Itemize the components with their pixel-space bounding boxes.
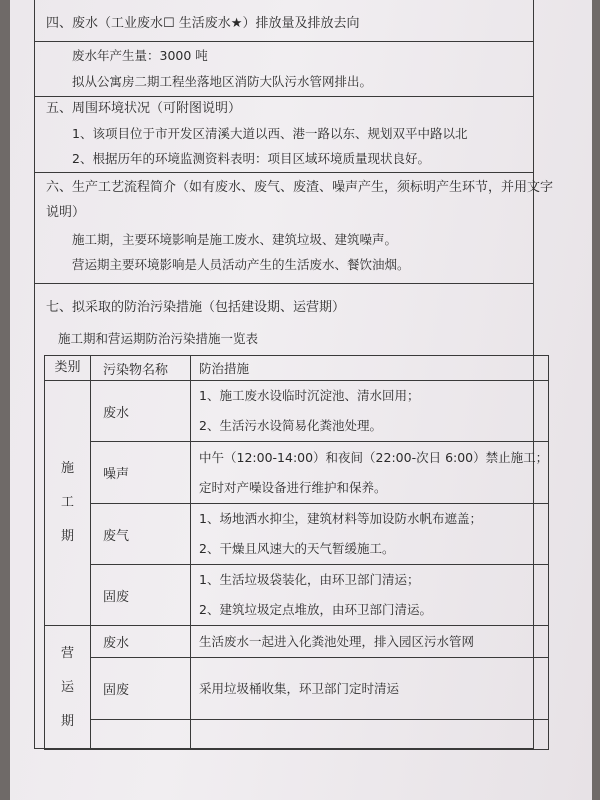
divider xyxy=(34,96,534,97)
table-row xyxy=(45,504,549,565)
section-5-heading: 五、周围环境状况（可附图说明） xyxy=(46,101,242,116)
measure-cell xyxy=(191,720,549,750)
measure-cell: 1、施工废水设临时沉淀池、清水回用； 2、生活污水设简易化粪池处理。 xyxy=(191,381,549,442)
table-row xyxy=(45,381,549,442)
category-construction: 施 工 期 xyxy=(45,381,91,626)
category-operation: 营 运 期 xyxy=(45,626,91,750)
section-6-line-2: 营运期主要环境影响是人员活动产生的生活废水、餐饮油烟。 xyxy=(72,257,410,272)
measure-cell: 1、场地洒水抑尘，建筑材料等加设防水帆布遮盖； 2、干燥且风速大的天气暂缓施工。 xyxy=(191,504,549,565)
section-5-line-1: 1、该项目位于市开发区清溪大道以西、港一路以东、规划双平中路以北 xyxy=(72,126,468,141)
table-row xyxy=(45,442,549,504)
section-6-heading: 六、生产工艺流程简介（如有废水、废气、废渣、噪声产生，须标明产生环节，并用文字 xyxy=(46,180,554,195)
measure-cell: 生活废水一起进入化粪池处理，排入园区污水管网 xyxy=(191,626,549,658)
divider xyxy=(34,172,534,173)
table-title: 施工期和营运期防治污染措施一览表 xyxy=(58,331,259,346)
section-7-heading: 七、拟采取的防治污染措施（包括建设期、运营期） xyxy=(46,300,346,315)
table-row xyxy=(45,720,549,750)
document-page xyxy=(10,0,592,800)
table-row xyxy=(45,565,549,626)
table-row xyxy=(45,658,549,720)
section-6-heading-cont: 说明） xyxy=(46,205,86,220)
pollutant-name: 废水 xyxy=(91,381,191,442)
header-category: 类别 xyxy=(45,356,91,381)
pollution-measures-table xyxy=(44,355,549,750)
section-4-line-1: 废水年产生量：3000 吨 xyxy=(72,48,208,63)
pollutant-name: 固废 xyxy=(91,658,191,720)
header-pollutant: 污染物名称 xyxy=(91,356,191,381)
table-row xyxy=(45,626,549,658)
pollutant-name: 固废 xyxy=(91,565,191,626)
divider xyxy=(34,41,534,42)
divider xyxy=(34,283,534,284)
section-4-heading: 四、废水（工业废水☐ 生活废水★）排放量及排放去向 xyxy=(46,16,360,31)
pollutant-name: 废水 xyxy=(91,626,191,658)
section-6-line-1: 施工期，主要环境影响是施工废水、建筑垃圾、建筑噪声。 xyxy=(72,232,398,247)
pollutant-name: 废气 xyxy=(91,504,191,565)
header-measures: 防治措施 xyxy=(191,356,549,381)
pollutant-name xyxy=(91,720,191,750)
measure-cell: 采用垃圾桶收集，环卫部门定时清运 xyxy=(191,658,549,720)
measure-cell: 1、生活垃圾袋装化，由环卫部门清运； 2、建筑垃圾定点堆放，由环卫部门清运。 xyxy=(191,565,549,626)
section-5-line-2: 2、根据历年的环境监测资料表明：项目区域环境质量现状良好。 xyxy=(72,151,430,166)
pollutant-name: 噪声 xyxy=(91,442,191,504)
measure-cell: 中午（12:00-14:00）和夜间（22:00-次日 6:00）禁止施工； 定时对产噪设备进行维护和保养。 xyxy=(191,442,549,504)
table-header-row xyxy=(45,356,549,381)
section-4-line-2: 拟从公寓房二期工程坐落地区消防大队污水管网排出。 xyxy=(72,74,373,89)
